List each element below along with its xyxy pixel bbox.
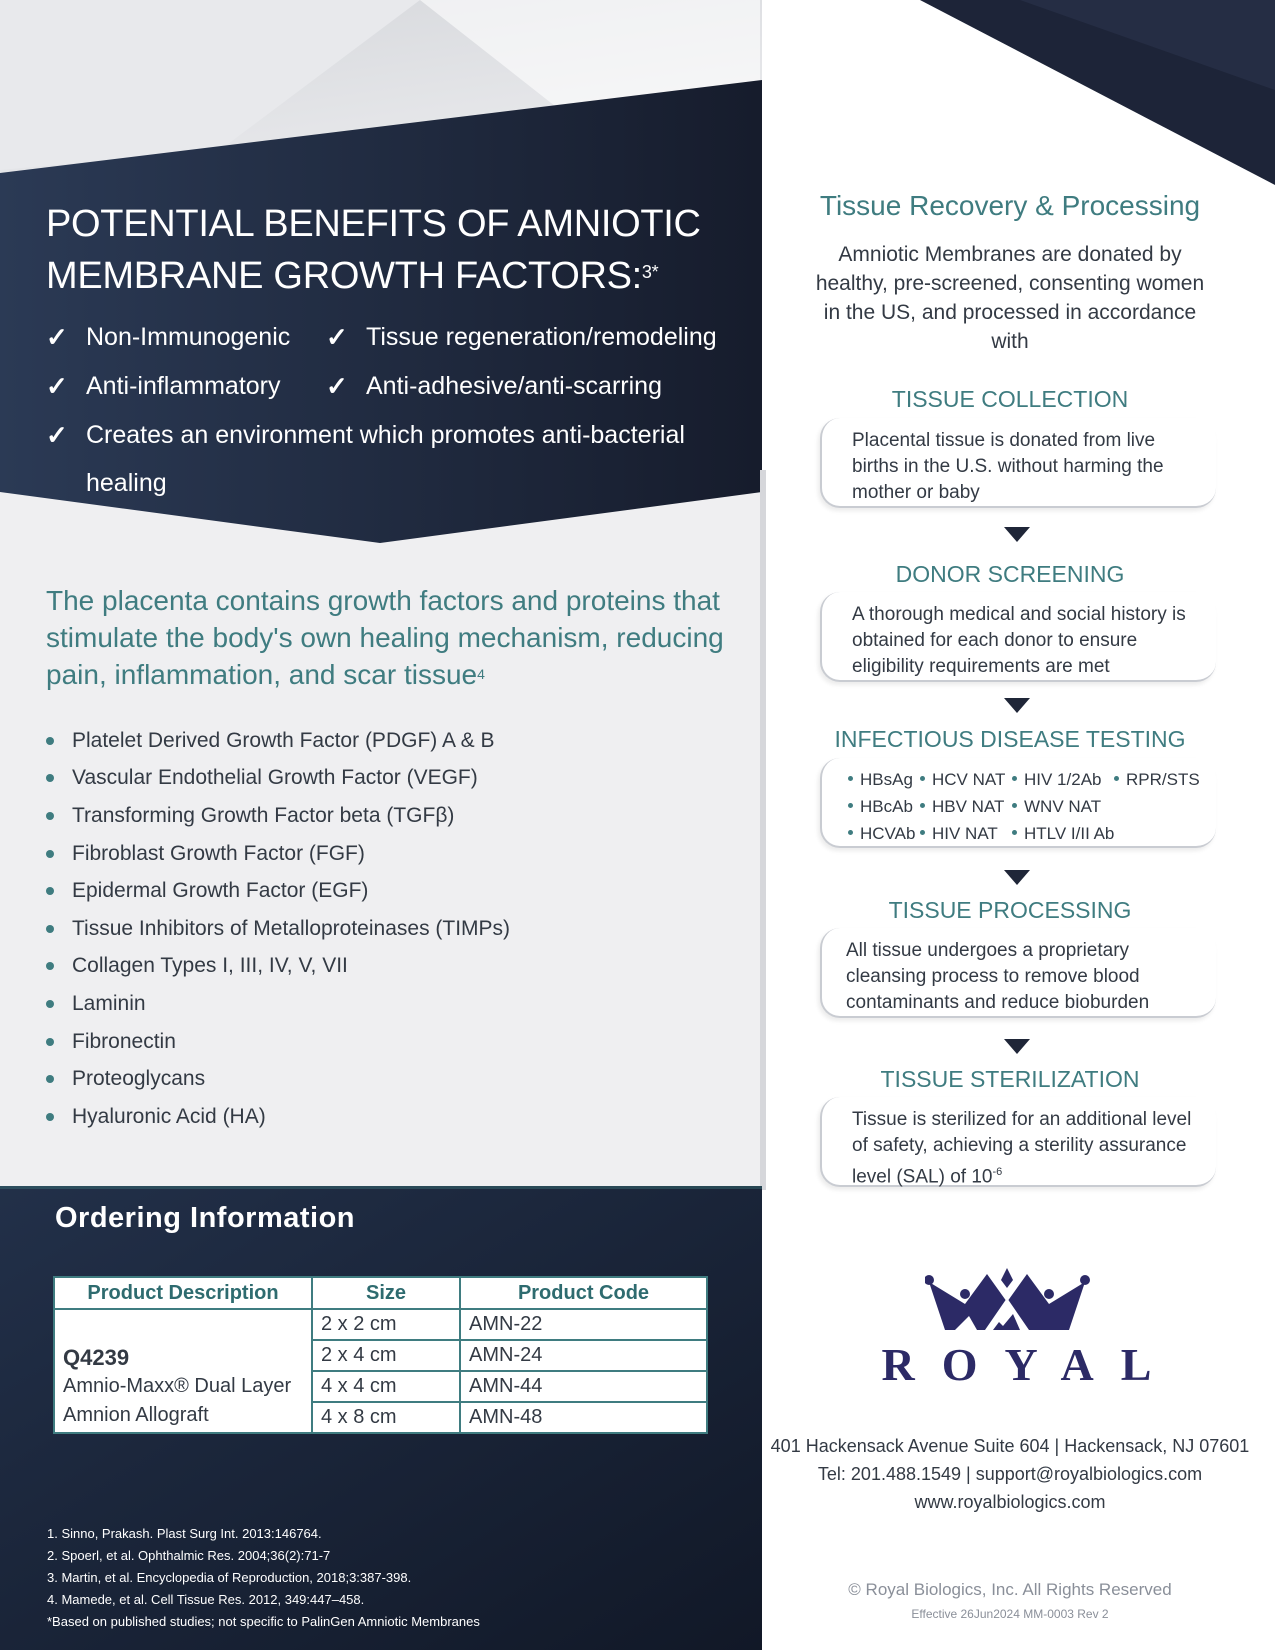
factor-label: Laminin — [72, 991, 146, 1015]
down-arrow-icon — [1004, 698, 1030, 713]
benefits-row-2 — [46, 371, 662, 402]
test-item — [1114, 770, 1200, 790]
factor-label: Proteoglycans — [72, 1067, 206, 1091]
benefit-label: Anti-adhesive/anti-scarring — [366, 372, 662, 400]
column-header: Size — [312, 1277, 460, 1309]
step-card-screening — [820, 592, 1216, 682]
benefits-row-3 — [46, 420, 685, 451]
reference-footnote: *Based on published studies; not specific to PalinGen Amniotic Membranes — [47, 1614, 480, 1629]
list-item — [46, 910, 510, 948]
benefit-label: Non-Immunogenic — [86, 323, 291, 351]
bullet-icon — [920, 776, 925, 781]
benefit-label: Creates an environment which promotes anti-bacterial — [86, 421, 685, 449]
test-label: HBcAb — [860, 797, 913, 816]
step-card-testing — [820, 758, 1216, 848]
bullet-icon — [46, 812, 54, 820]
benefit-item — [46, 371, 281, 402]
brand-wordmark: ROYAL — [881, 1339, 1179, 1390]
benefit-item — [326, 371, 662, 402]
test-label: WNV NAT — [1024, 797, 1102, 816]
bullet-icon — [46, 737, 54, 745]
benefits-title-sup: 3* — [641, 262, 659, 282]
bullet-icon — [46, 850, 54, 858]
bullet-icon — [920, 803, 925, 808]
step-card-sterilization — [820, 1097, 1216, 1187]
checkmark-icon: ✓ — [326, 371, 348, 401]
recovery-title: Tissue Recovery & Processing — [819, 190, 1201, 221]
document-effective-date: Effective 26Jun2024 MM-0003 Rev 2 — [911, 1607, 1109, 1621]
bullet-icon — [1012, 803, 1017, 808]
list-item — [46, 797, 510, 835]
bullet-icon — [1114, 776, 1119, 781]
contact-website[interactable]: www.royalbiologics.com — [914, 1492, 1106, 1512]
bullet-icon — [46, 774, 54, 782]
bullet-icon — [46, 1000, 54, 1008]
ordering-title: Ordering Information — [55, 1202, 355, 1234]
crown-logo-icon — [925, 1268, 1090, 1334]
step-text — [852, 1107, 1202, 1190]
size-cell: 2 x 2 cm — [312, 1309, 460, 1340]
test-item — [848, 770, 913, 790]
bullet-icon — [1012, 776, 1017, 781]
test-label: HBV NAT — [932, 797, 1005, 816]
table-header-row — [54, 1277, 707, 1309]
test-label: RPR/STS — [1126, 770, 1200, 789]
benefits-title — [46, 198, 726, 302]
recovery-text: Amniotic Membranes are donated by healthy, pre-screened, consenting women in the US, and processed in accordance with — [815, 243, 1205, 353]
references — [47, 1523, 480, 1633]
test-item — [848, 824, 915, 844]
benefit-label: Anti-inflammatory — [86, 372, 281, 400]
list-item — [46, 835, 510, 873]
step-card-collection — [820, 418, 1216, 508]
factor-label: Fibronectin — [72, 1029, 176, 1053]
test-item — [920, 770, 1005, 790]
placenta-heading-sup: 4 — [477, 666, 485, 682]
checkmark-icon: ✓ — [326, 322, 348, 352]
code-cell: AMN-24 — [460, 1340, 707, 1371]
reference-item: 3. Martin, et al. Encyclopedia of Reproduction, 2018;3:387-398. — [47, 1570, 412, 1585]
step-title-processing: TISSUE PROCESSING — [888, 897, 1132, 923]
hcpcs-code: Q4239 — [63, 1345, 130, 1370]
reference-item: 2. Spoerl, et al. Ophthalmic Res. 2004;36(2):71-7 — [47, 1548, 331, 1563]
bullet-icon — [46, 1038, 54, 1046]
factor-label: Collagen Types I, III, IV, V, VII — [72, 954, 348, 978]
test-label: HTLV I/II Ab — [1024, 824, 1115, 843]
bullet-icon — [46, 962, 54, 970]
bullet-icon — [46, 1113, 54, 1121]
column-header: Product Description — [54, 1277, 312, 1309]
copyright: © Royal Biologics, Inc. All Rights Reserved — [848, 1580, 1172, 1599]
test-item — [1012, 824, 1114, 844]
test-item — [848, 797, 913, 817]
size-cell: 4 x 8 cm — [312, 1402, 460, 1433]
contact-phone-email[interactable]: Tel: 201.488.1549 | support@royalbiologics.com — [817, 1464, 1203, 1484]
size-cell: 2 x 4 cm — [312, 1340, 460, 1371]
table-row — [54, 1309, 707, 1340]
list-item — [46, 760, 510, 798]
test-label: HBsAg — [860, 770, 913, 789]
bullet-icon — [46, 925, 54, 933]
benefit-item — [46, 322, 290, 353]
benefit-label: Tissue regeneration/remodeling — [366, 323, 717, 351]
checkmark-icon: ✓ — [46, 371, 68, 401]
step-text: A thorough medical and social history is obtained for each donor to ensure eligibility requirements are met — [852, 604, 1186, 677]
test-label: HCVAb — [860, 824, 916, 843]
step-text-body: Tissue is sterilized for an additional level of safety, achieving a sterility assurance level (SAL) of 10 — [852, 1109, 1192, 1188]
factor-label: Tissue Inhibitors of Metalloproteinases (TIMPs) — [72, 916, 511, 940]
step-title-collection: TISSUE COLLECTION — [891, 386, 1129, 412]
factor-label: Fibroblast Growth Factor (FGF) — [72, 841, 365, 865]
factor-label: Vascular Endothelial Growth Factor (VEGF) — [72, 766, 478, 790]
placenta-heading — [46, 582, 726, 693]
column-header: Product Code — [460, 1277, 707, 1309]
checkmark-icon: ✓ — [46, 322, 68, 352]
down-arrow-icon — [1004, 870, 1030, 885]
step-title-testing: INFECTIOUS DISEASE TESTING — [834, 726, 1186, 752]
product-name-line2: Amnion Allograft — [63, 1404, 209, 1426]
step-title-screening: DONOR SCREENING — [895, 561, 1125, 587]
product-name-line1: Amnio-Maxx® Dual Layer — [63, 1375, 292, 1397]
step-text: All tissue undergoes a proprietary cleansing process to remove blood contaminants and reduce bioburden — [846, 940, 1150, 1013]
test-label: HIV 1/2Ab — [1024, 770, 1102, 789]
placenta-heading-text: The placenta contains growth factors and proteins that stimulate the body's own healing mechanism, reducing pain, inflammation, and scar tissue — [46, 585, 724, 690]
reference-item: 4. Mamede, et al. Cell Tissue Res. 2012, 349:447–458. — [47, 1592, 365, 1607]
code-cell: AMN-44 — [460, 1371, 707, 1402]
bullet-icon — [46, 887, 54, 895]
test-item — [920, 797, 1004, 817]
ordering-table — [53, 1276, 708, 1434]
step-card-processing — [820, 928, 1216, 1018]
test-label: HIV NAT — [932, 824, 998, 843]
test-label: HCV NAT — [932, 770, 1006, 789]
benefit-label-continued: healing — [86, 469, 167, 497]
factor-label: Platelet Derived Growth Factor (PDGF) A & B — [72, 728, 495, 752]
benefit-item — [326, 322, 717, 353]
step-title-sterilization: TISSUE STERILIZATION — [880, 1066, 1140, 1092]
bullet-icon — [46, 1075, 54, 1083]
reference-item: 1. Sinno, Prakash. Plast Surg Int. 2013:146764. — [47, 1526, 322, 1541]
checkmark-icon: ✓ — [46, 420, 68, 450]
benefits-row-4 — [86, 469, 167, 498]
down-arrow-icon — [1004, 527, 1030, 542]
list-item — [46, 722, 510, 760]
step-text: Placental tissue is donated from live births in the U.S. without harming the mother or baby — [852, 430, 1164, 503]
size-cell: 4 x 4 cm — [312, 1371, 460, 1402]
bullet-icon — [848, 776, 853, 781]
list-item — [46, 985, 510, 1023]
factor-label: Epidermal Growth Factor (EGF) — [72, 879, 369, 903]
code-cell: AMN-48 — [460, 1402, 707, 1433]
benefits-title-line1: POTENTIAL BENEFITS OF AMNIOTIC — [46, 203, 701, 245]
down-arrow-icon — [1004, 1039, 1030, 1054]
contact-address: 401 Hackensack Avenue Suite 604 | Hackensack, NJ 07601 — [770, 1436, 1250, 1456]
step-text-sup: -6 — [992, 1166, 1003, 1178]
test-item — [1012, 770, 1102, 790]
bullet-icon — [1012, 830, 1017, 835]
bullet-icon — [848, 830, 853, 835]
list-item — [46, 1098, 510, 1136]
list-item — [46, 872, 510, 910]
code-cell: AMN-22 — [460, 1309, 707, 1340]
list-item — [46, 948, 510, 986]
benefits-row-1 — [46, 322, 717, 353]
benefits-title-line2: MEMBRANE GROWTH FACTORS: — [46, 255, 642, 297]
product-description-cell — [54, 1309, 312, 1433]
list-item — [46, 1023, 510, 1061]
list-item — [46, 1060, 510, 1098]
bullet-icon — [848, 803, 853, 808]
factor-label: Hyaluronic Acid (HA) — [72, 1104, 266, 1128]
test-item — [1012, 797, 1101, 817]
bullet-icon — [920, 830, 925, 835]
factor-label: Transforming Growth Factor beta (TGFβ) — [72, 803, 455, 827]
growth-factor-list — [46, 722, 510, 1136]
benefit-item — [46, 420, 685, 451]
test-item — [920, 824, 998, 844]
